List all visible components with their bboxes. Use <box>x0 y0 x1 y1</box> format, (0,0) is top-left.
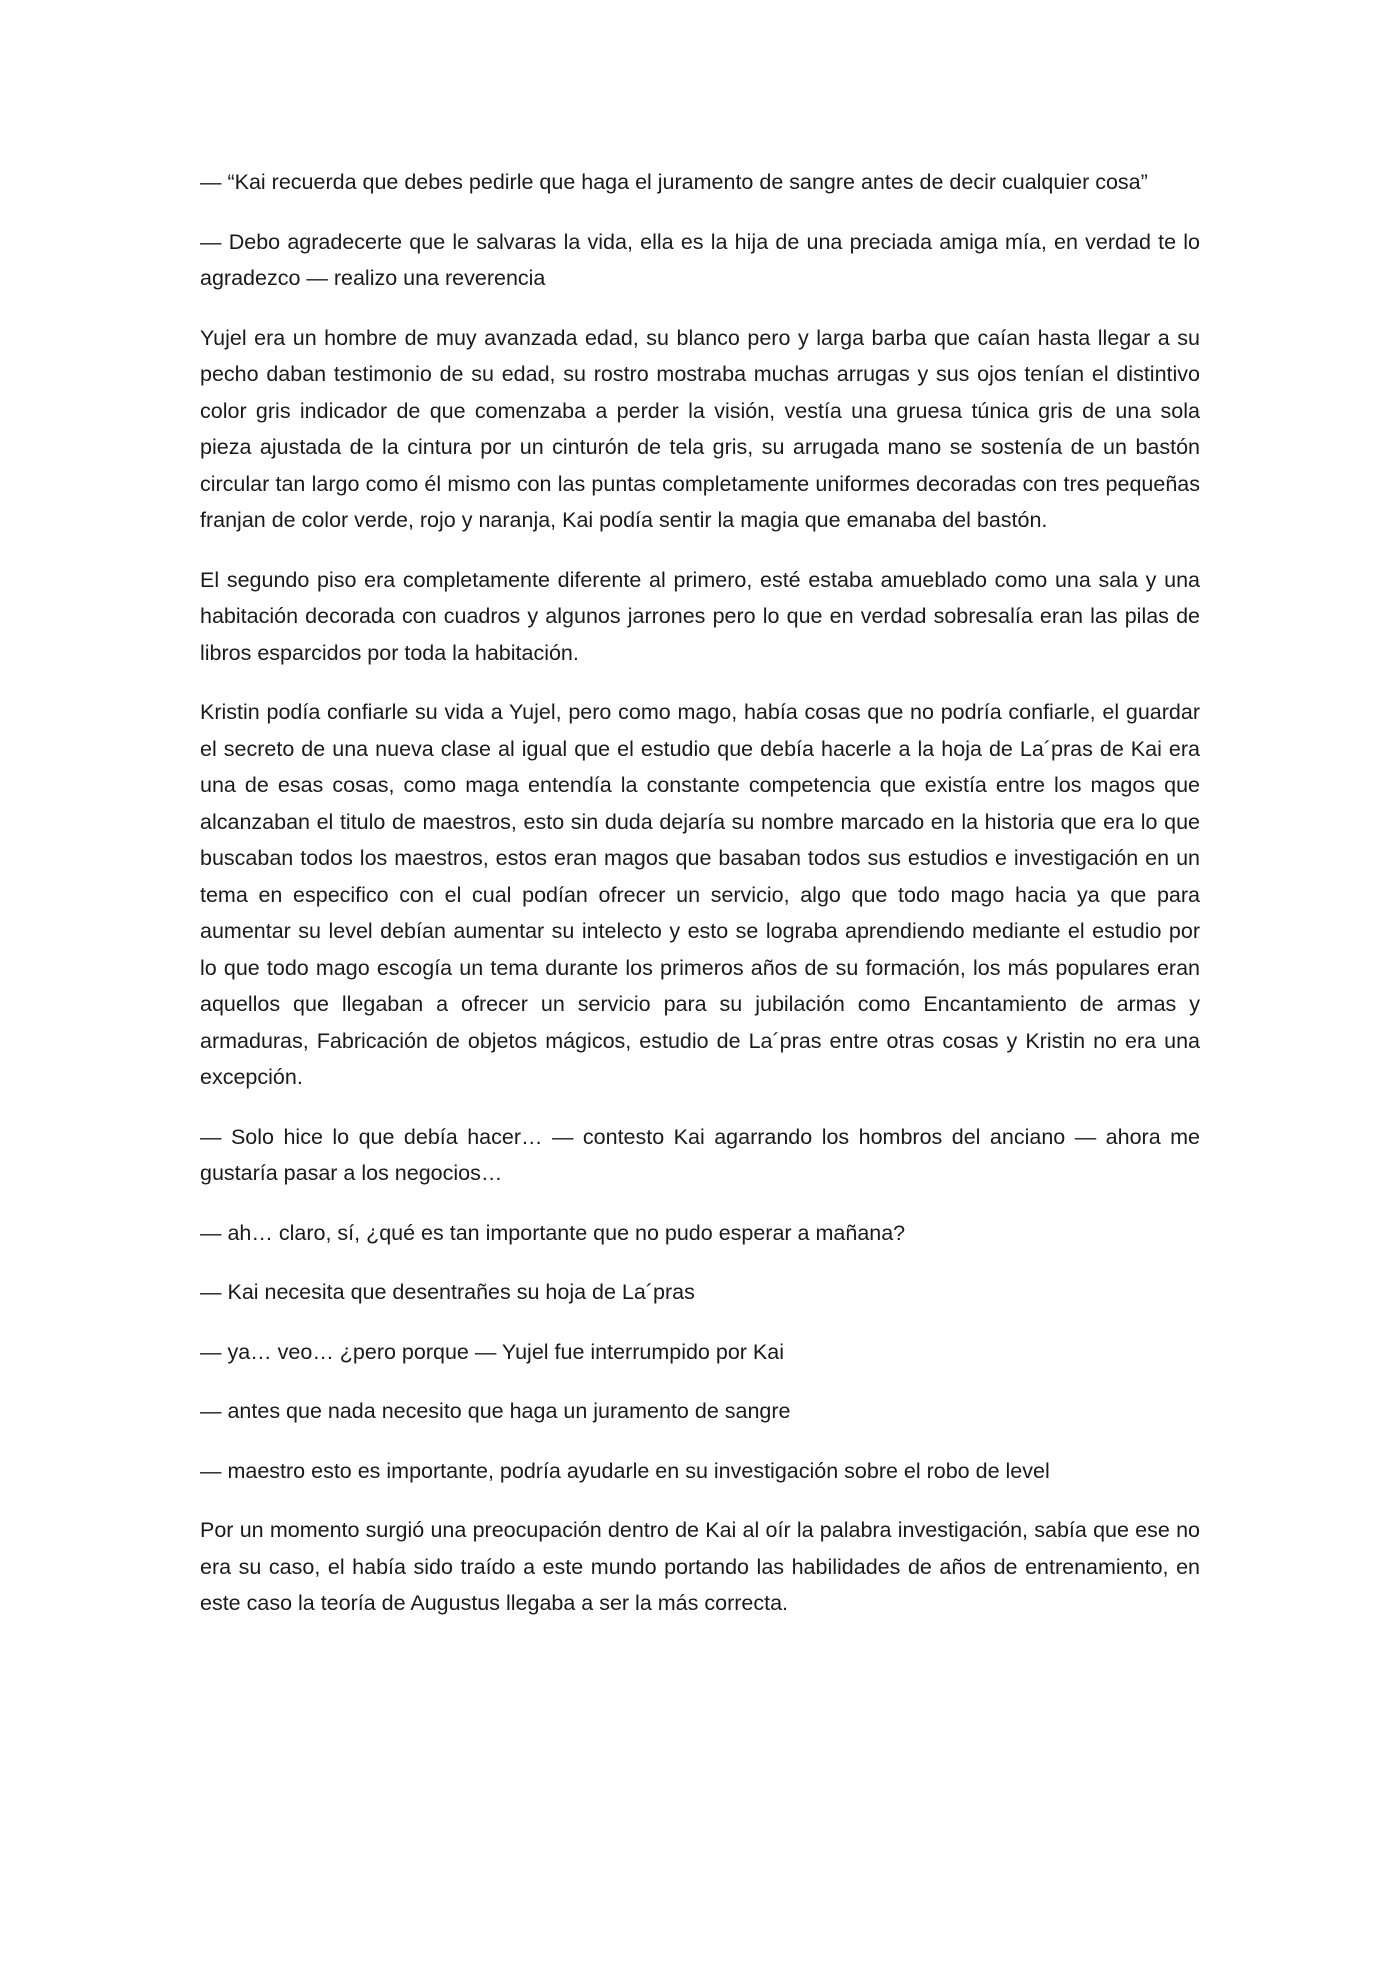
paragraph-7: — ah… claro, sí, ¿qué es tan importante que no pudo esperar a mañana? <box>200 1220 906 1245</box>
paragraph-1: — “Kai recuerda que debes pedirle que haga el juramento de sangre antes de decir cualquier cosa” <box>200 170 1148 194</box>
paragraph-11: — maestro esto es importante, podría ayudarle en su investigación sobre el robo de level <box>200 1458 1050 1483</box>
paragraph-3: Yujel era un hombre de muy avanzada edad, su blanco pero y larga barba que caían hasta llegar a su pecho daban testimonio de su edad, su rostro mostraba muchas arrugas y sus ojos tenían el distintivo color gris indicador de que comenzaba a perder la visión, vestía una gruesa túnica gris de una sola pieza ajustada de la cintura por un cinturón de tela gris, su arrugada mano se sostenía de un bastón circular tan largo como él mismo con las puntas completamente uniformes decoradas con tres pequeñas franjan de color verde, rojo y naranja, Kai podía sentir la magia que emanaba del bastón. <box>200 325 1200 532</box>
paragraph-8: — Kai necesita que desentrañes su hoja de La´pras <box>200 1280 695 1304</box>
paragraph-4: El segundo piso era completamente diferente al primero, esté estaba amueblado como una sala y una habitación decorada con cuadros y algunos jarrones pero lo que en verdad sobresalía eran las pilas de libros esparcidos por toda la habitación. <box>200 567 1200 665</box>
paragraph-5: Kristin podía confiarle su vida a Yujel, pero como mago, había cosas que no podría confiarle, el guardar el secreto de una nueva clase al igual que el estudio que debía hacerle a la hoja de La´pras de Kai era una de esas cosas, como maga entendía la constante competencia que existía entre los magos que alcanzaban el titulo de maestros, esto sin duda dejaría su nombre marcado en la historia que era lo que buscaban todos los maestros, estos eran magos que basaban todos sus estudios e investigación en un tema en especifico con el cual podían ofrecer un servicio, algo que todo mago hacia ya que para aumentar su level debían aumentar su intelecto y esto se lograba aprendiendo mediante el estudio por lo que todo mago escogía un tema durante los primeros años de su formación, los más populares eran aquellos que llegaban a ofrecer un servicio para su jubilación como Encantamiento de armas y armaduras, Fabricación de objetos mágicos, estudio de La´pras entre otras cosas y Kristin no era una excepción. <box>200 700 1200 1089</box>
paragraph-6: — Solo hice lo que debía hacer… — contesto Kai agarrando los hombros del anciano — ahora me gustaría pasar a los negocios… <box>200 1124 1200 1185</box>
paragraph-9: — ya… veo… ¿pero porque — Yujel fue interrumpido por Kai <box>200 1339 784 1364</box>
document-page <box>200 164 1200 1645</box>
paragraph-2: — Debo agradecerte que le salvaras la vida, ella es la hija de una preciada amiga mía, en verdad te lo agradezco — realizo una reverencia <box>200 229 1200 290</box>
paragraph-10: — antes que nada necesito que haga un juramento de sangre <box>200 1399 791 1423</box>
paragraph-12: Por un momento surgió una preocupación dentro de Kai al oír la palabra investigación, sabía que ese no era su caso, el había sido traído a este mundo portando las habilidades de años de entrenamiento, en este caso la teoría de Augustus llegaba a ser la más correcta. <box>200 1518 1200 1615</box>
